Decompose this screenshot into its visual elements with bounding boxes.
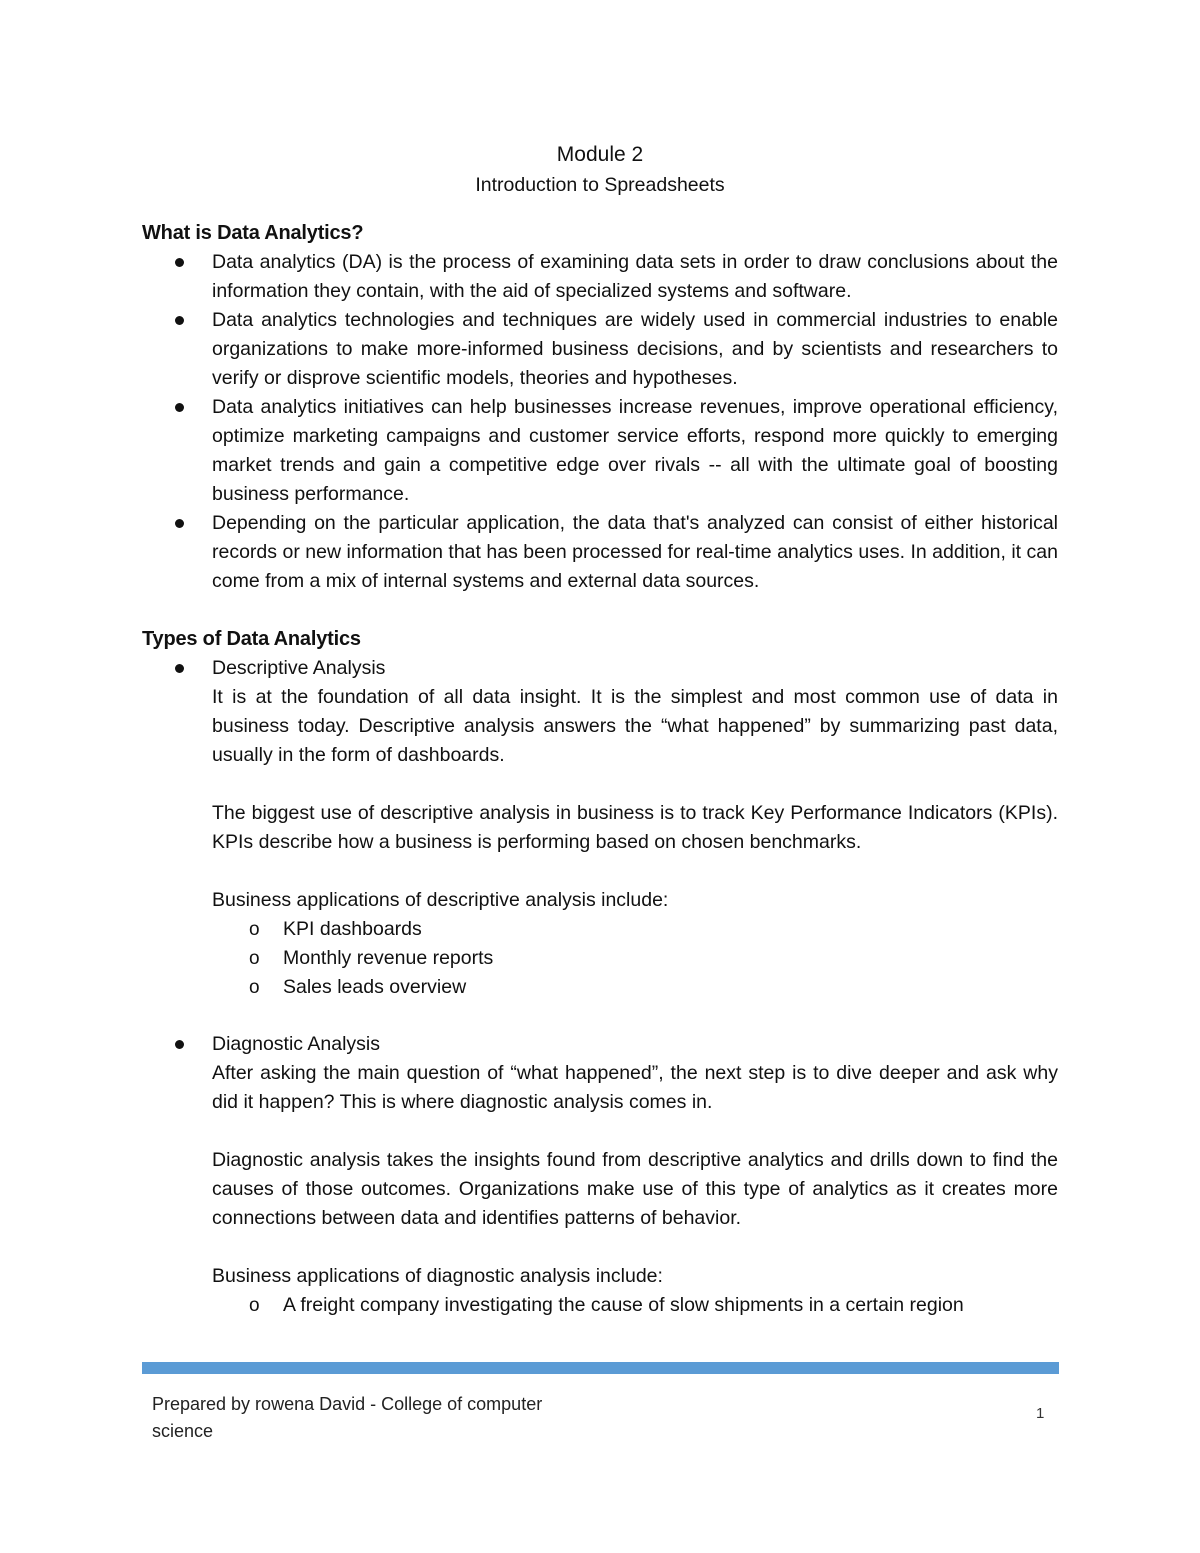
- bullet-text: Data analytics technologies and techniques are widely used in commercial industries to enable organizations to make more-informed business decisions, and by scientists and researchers to verify or disprove scientific models, theories and hypotheses.: [212, 309, 1058, 389]
- bullet-text: Depending on the particular application, the data that's analyzed can consist of either historical records or new information that has been processed for real-time analytics uses. In addition, it can come from a mix of internal systems and external data sources.: [212, 512, 1058, 592]
- diagnostic-para-2: Diagnostic analysis takes the insights found from descriptive analytics and drills down to find the causes of those outcomes. Organizations make use of this type of analytics as it creates more connections between data and identifies patterns of behavior.: [212, 1149, 1058, 1229]
- bullet-icon: [175, 519, 184, 528]
- bullet-icon: [175, 258, 184, 267]
- app-text: Monthly revenue reports: [283, 947, 494, 969]
- app-text: A freight company investigating the cause of slow shipments in a certain region: [283, 1294, 964, 1316]
- list-item: [249, 944, 1058, 973]
- diagnostic-para-1: After asking the main question of “what happened”, the next step is to dive deeper and ask why did it happen? This is where diagnostic analysis comes in.: [212, 1062, 1058, 1113]
- app-text: KPI dashboards: [283, 918, 422, 940]
- circle-bullet-icon: o: [249, 977, 260, 998]
- bullet-icon: [175, 403, 184, 412]
- list-item: [212, 509, 1058, 596]
- bullet-icon: [175, 316, 184, 325]
- footer-prepared-by: Prepared by rowena David - College of computer science: [152, 1394, 543, 1441]
- section-heading-types-of-data-analytics: Types of Data Analytics: [142, 628, 361, 650]
- circle-bullet-icon: o: [249, 1295, 260, 1316]
- diagnostic-analysis-title: Diagnostic Analysis: [212, 1033, 380, 1055]
- list-item-diagnostic-analysis: [212, 1030, 1058, 1320]
- document-title: Module 2: [556, 143, 644, 166]
- descriptive-analysis-title: Descriptive Analysis: [212, 657, 386, 679]
- footer-divider-bar: [142, 1362, 1059, 1374]
- list-item: [212, 248, 1058, 306]
- circle-bullet-icon: o: [249, 919, 260, 940]
- descriptive-apps-intro: Business applications of descriptive analysis include:: [212, 889, 669, 911]
- bullet-icon: [175, 664, 184, 673]
- descriptive-para-1: It is at the foundation of all data insight. It is the simplest and most common use of data in business today. Descriptive analysis answers the “what happened” by summarizing past data, usually in the form of dashboards.: [212, 686, 1058, 766]
- section2-bullet-list: [142, 654, 1058, 1320]
- list-item-descriptive-analysis: [212, 654, 1058, 1030]
- list-item: [212, 393, 1058, 509]
- bullet-text: Data analytics initiatives can help businesses increase revenues, improve operational efficiency, optimize marketing campaigns and customer service efforts, respond more quickly to emerging market trends and gain a competitive edge over rivals -- all with the ultimate goal of boosting business performance.: [212, 396, 1058, 505]
- descriptive-para-2: The biggest use of descriptive analysis in business is to track Key Performance Indicators (KPIs). KPIs describe how a business is performing based on chosen benchmarks.: [212, 802, 1058, 853]
- section1-bullet-list: [142, 248, 1058, 596]
- section-heading-what-is-data-analytics: What is Data Analytics?: [142, 222, 364, 244]
- page-content: [142, 140, 1058, 1320]
- list-item: [212, 306, 1058, 393]
- list-item: [249, 973, 1058, 1002]
- document-subtitle: Introduction to Spreadsheets: [475, 174, 725, 196]
- descriptive-apps-list: [212, 915, 1058, 1002]
- diagnostic-apps-intro: Business applications of diagnostic analysis include:: [212, 1265, 663, 1287]
- circle-bullet-icon: o: [249, 948, 260, 969]
- bullet-icon: [175, 1040, 184, 1049]
- page-number: 1: [1036, 1405, 1045, 1422]
- list-item: [249, 1291, 1058, 1320]
- bullet-text: Data analytics (DA) is the process of examining data sets in order to draw conclusions about the information they contain, with the aid of specialized systems and software.: [212, 251, 1058, 302]
- app-text: Sales leads overview: [283, 976, 467, 998]
- diagnostic-apps-list: [212, 1291, 1058, 1320]
- list-item: [249, 915, 1058, 944]
